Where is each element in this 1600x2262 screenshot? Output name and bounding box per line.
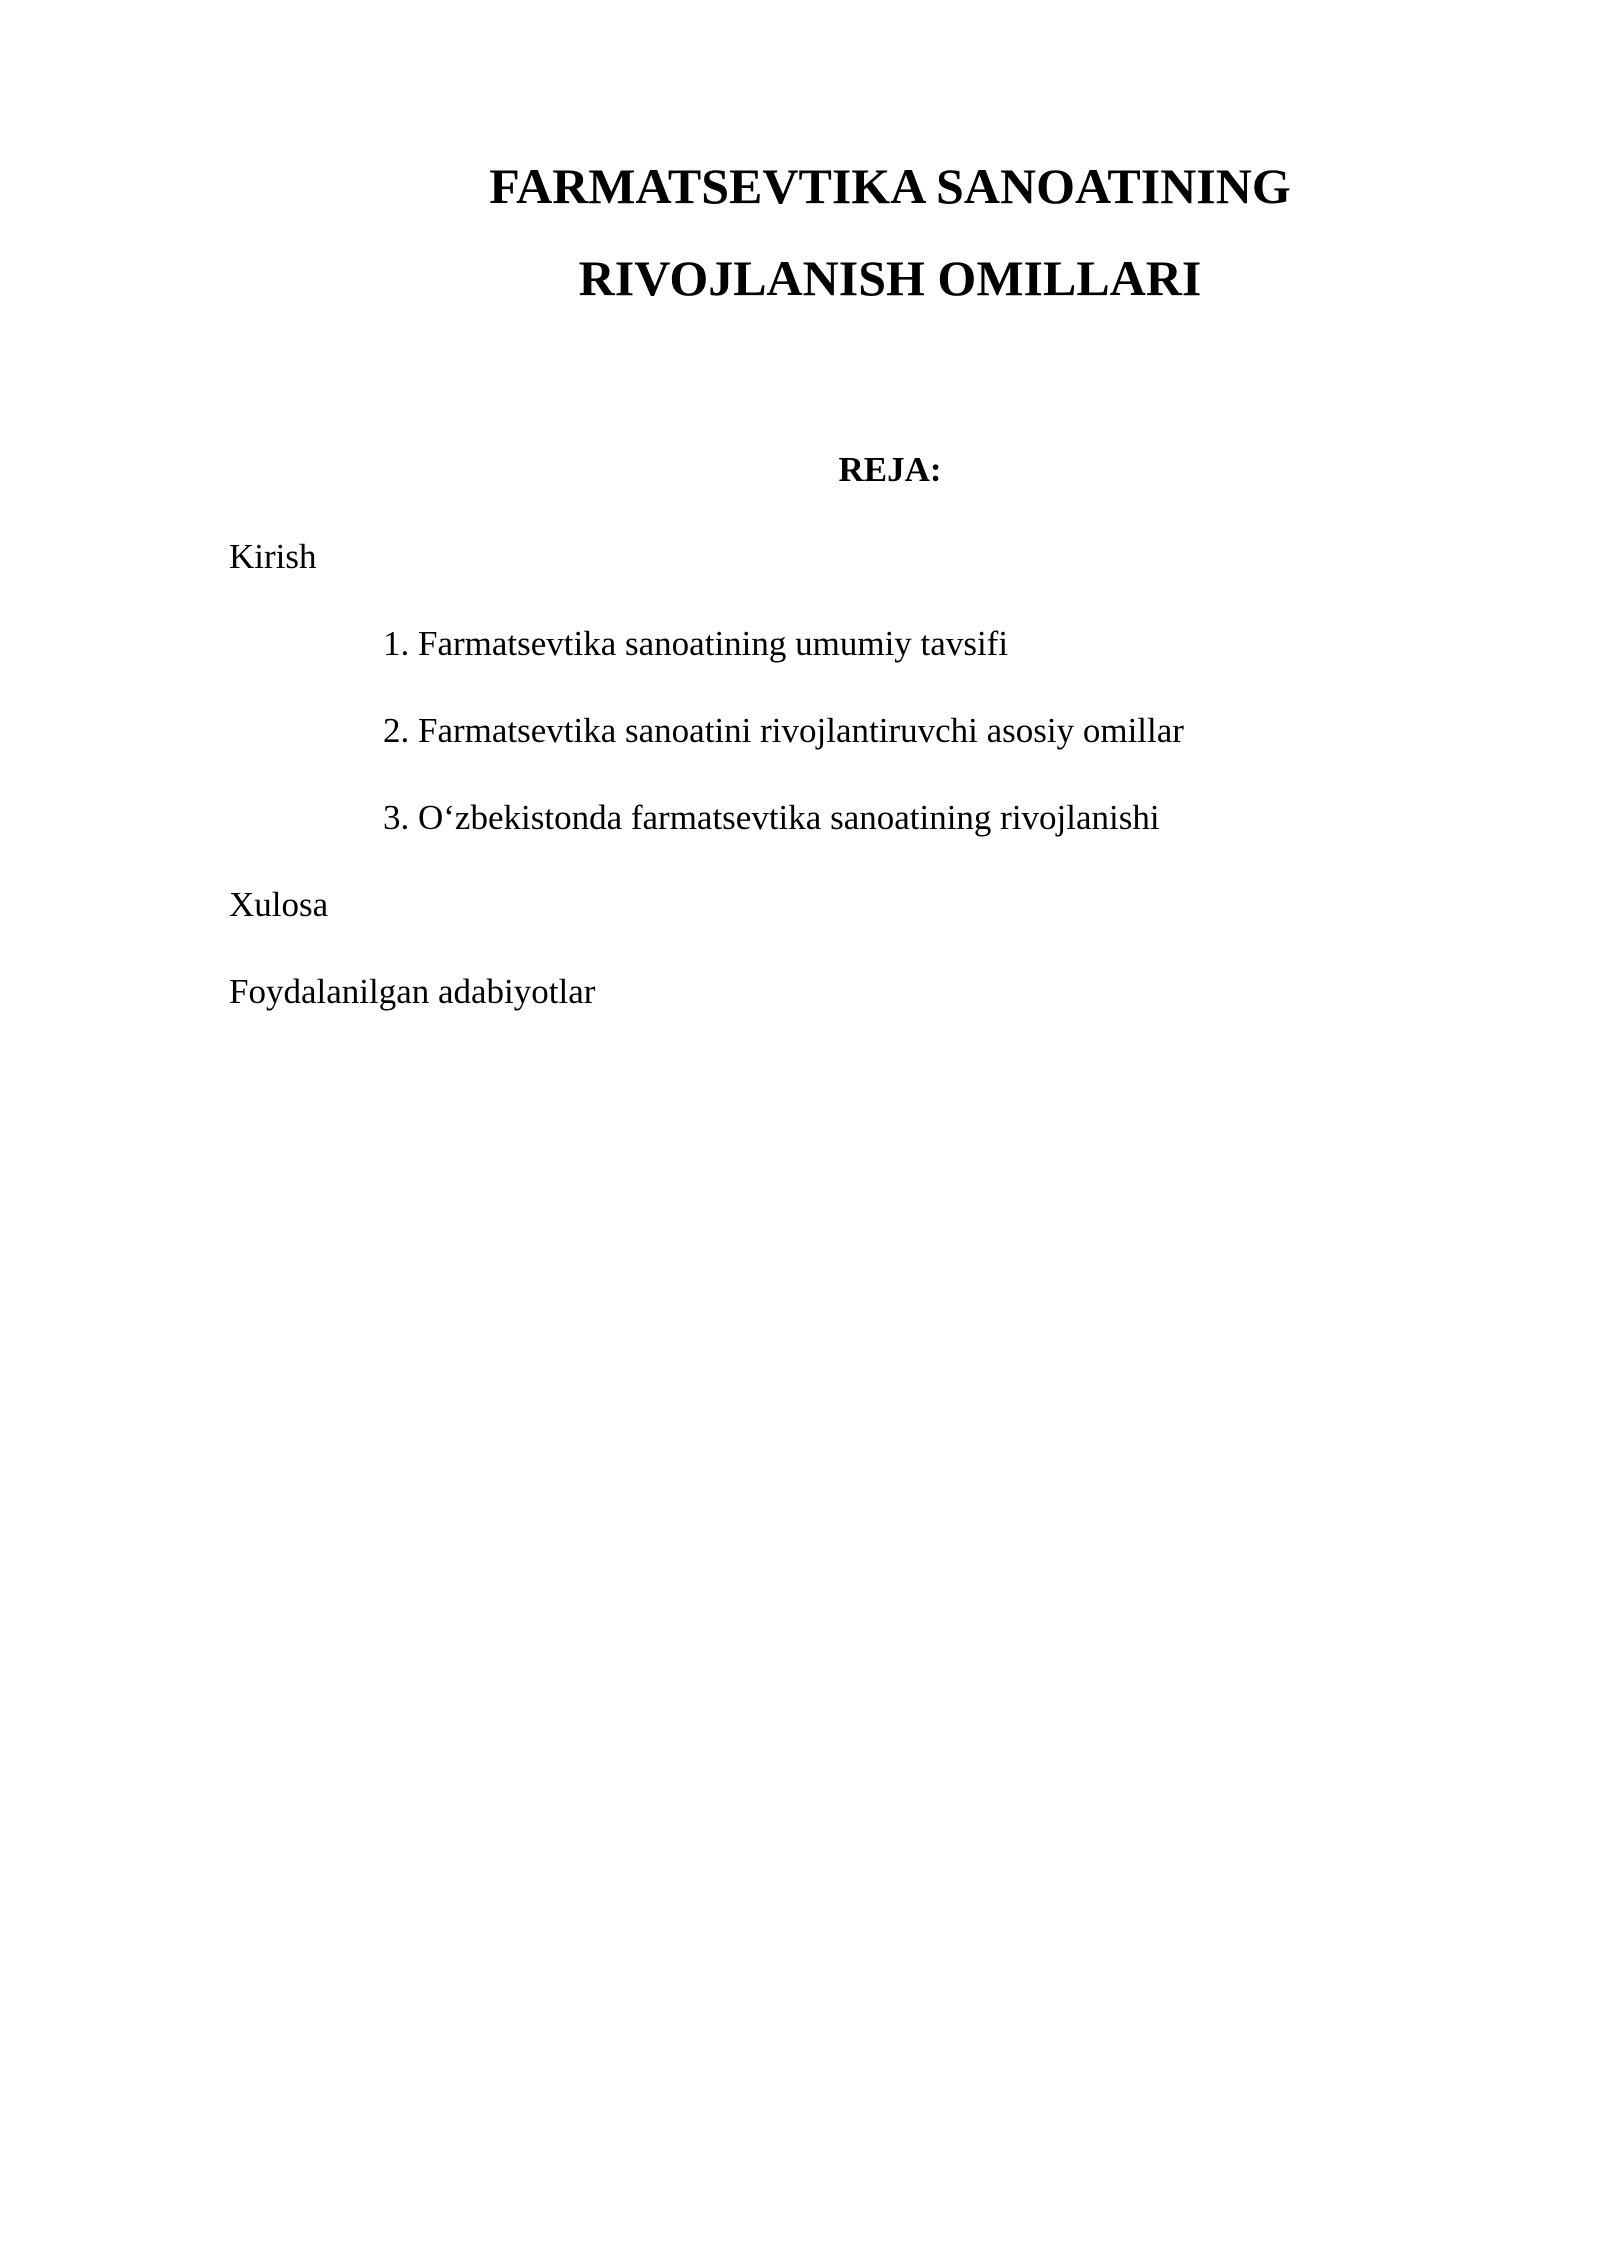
plan-intro: Kirish	[229, 537, 317, 576]
plan-conclusion: Xulosa	[229, 885, 329, 924]
plan-item-1: 1. Farmatsevtika sanoatining umumiy tavsifi	[383, 624, 1009, 663]
document-title-line-1: FARMATSEVTIKA SANOATINING	[489, 158, 1291, 214]
plan-heading: REJA:	[838, 450, 942, 489]
plan-item-2: 2. Farmatsevtika sanoatini rivojlantiruvchi asosiy omillar	[383, 711, 1184, 750]
plan-references: Foydalanilgan adabiyotlar	[229, 972, 596, 1011]
document-title-line-2: RIVOJLANISH OMILLARI	[578, 250, 1202, 306]
plan-item-3: 3. O‘zbekistonda farmatsevtika sanoatining rivojlanishi	[383, 798, 1160, 837]
